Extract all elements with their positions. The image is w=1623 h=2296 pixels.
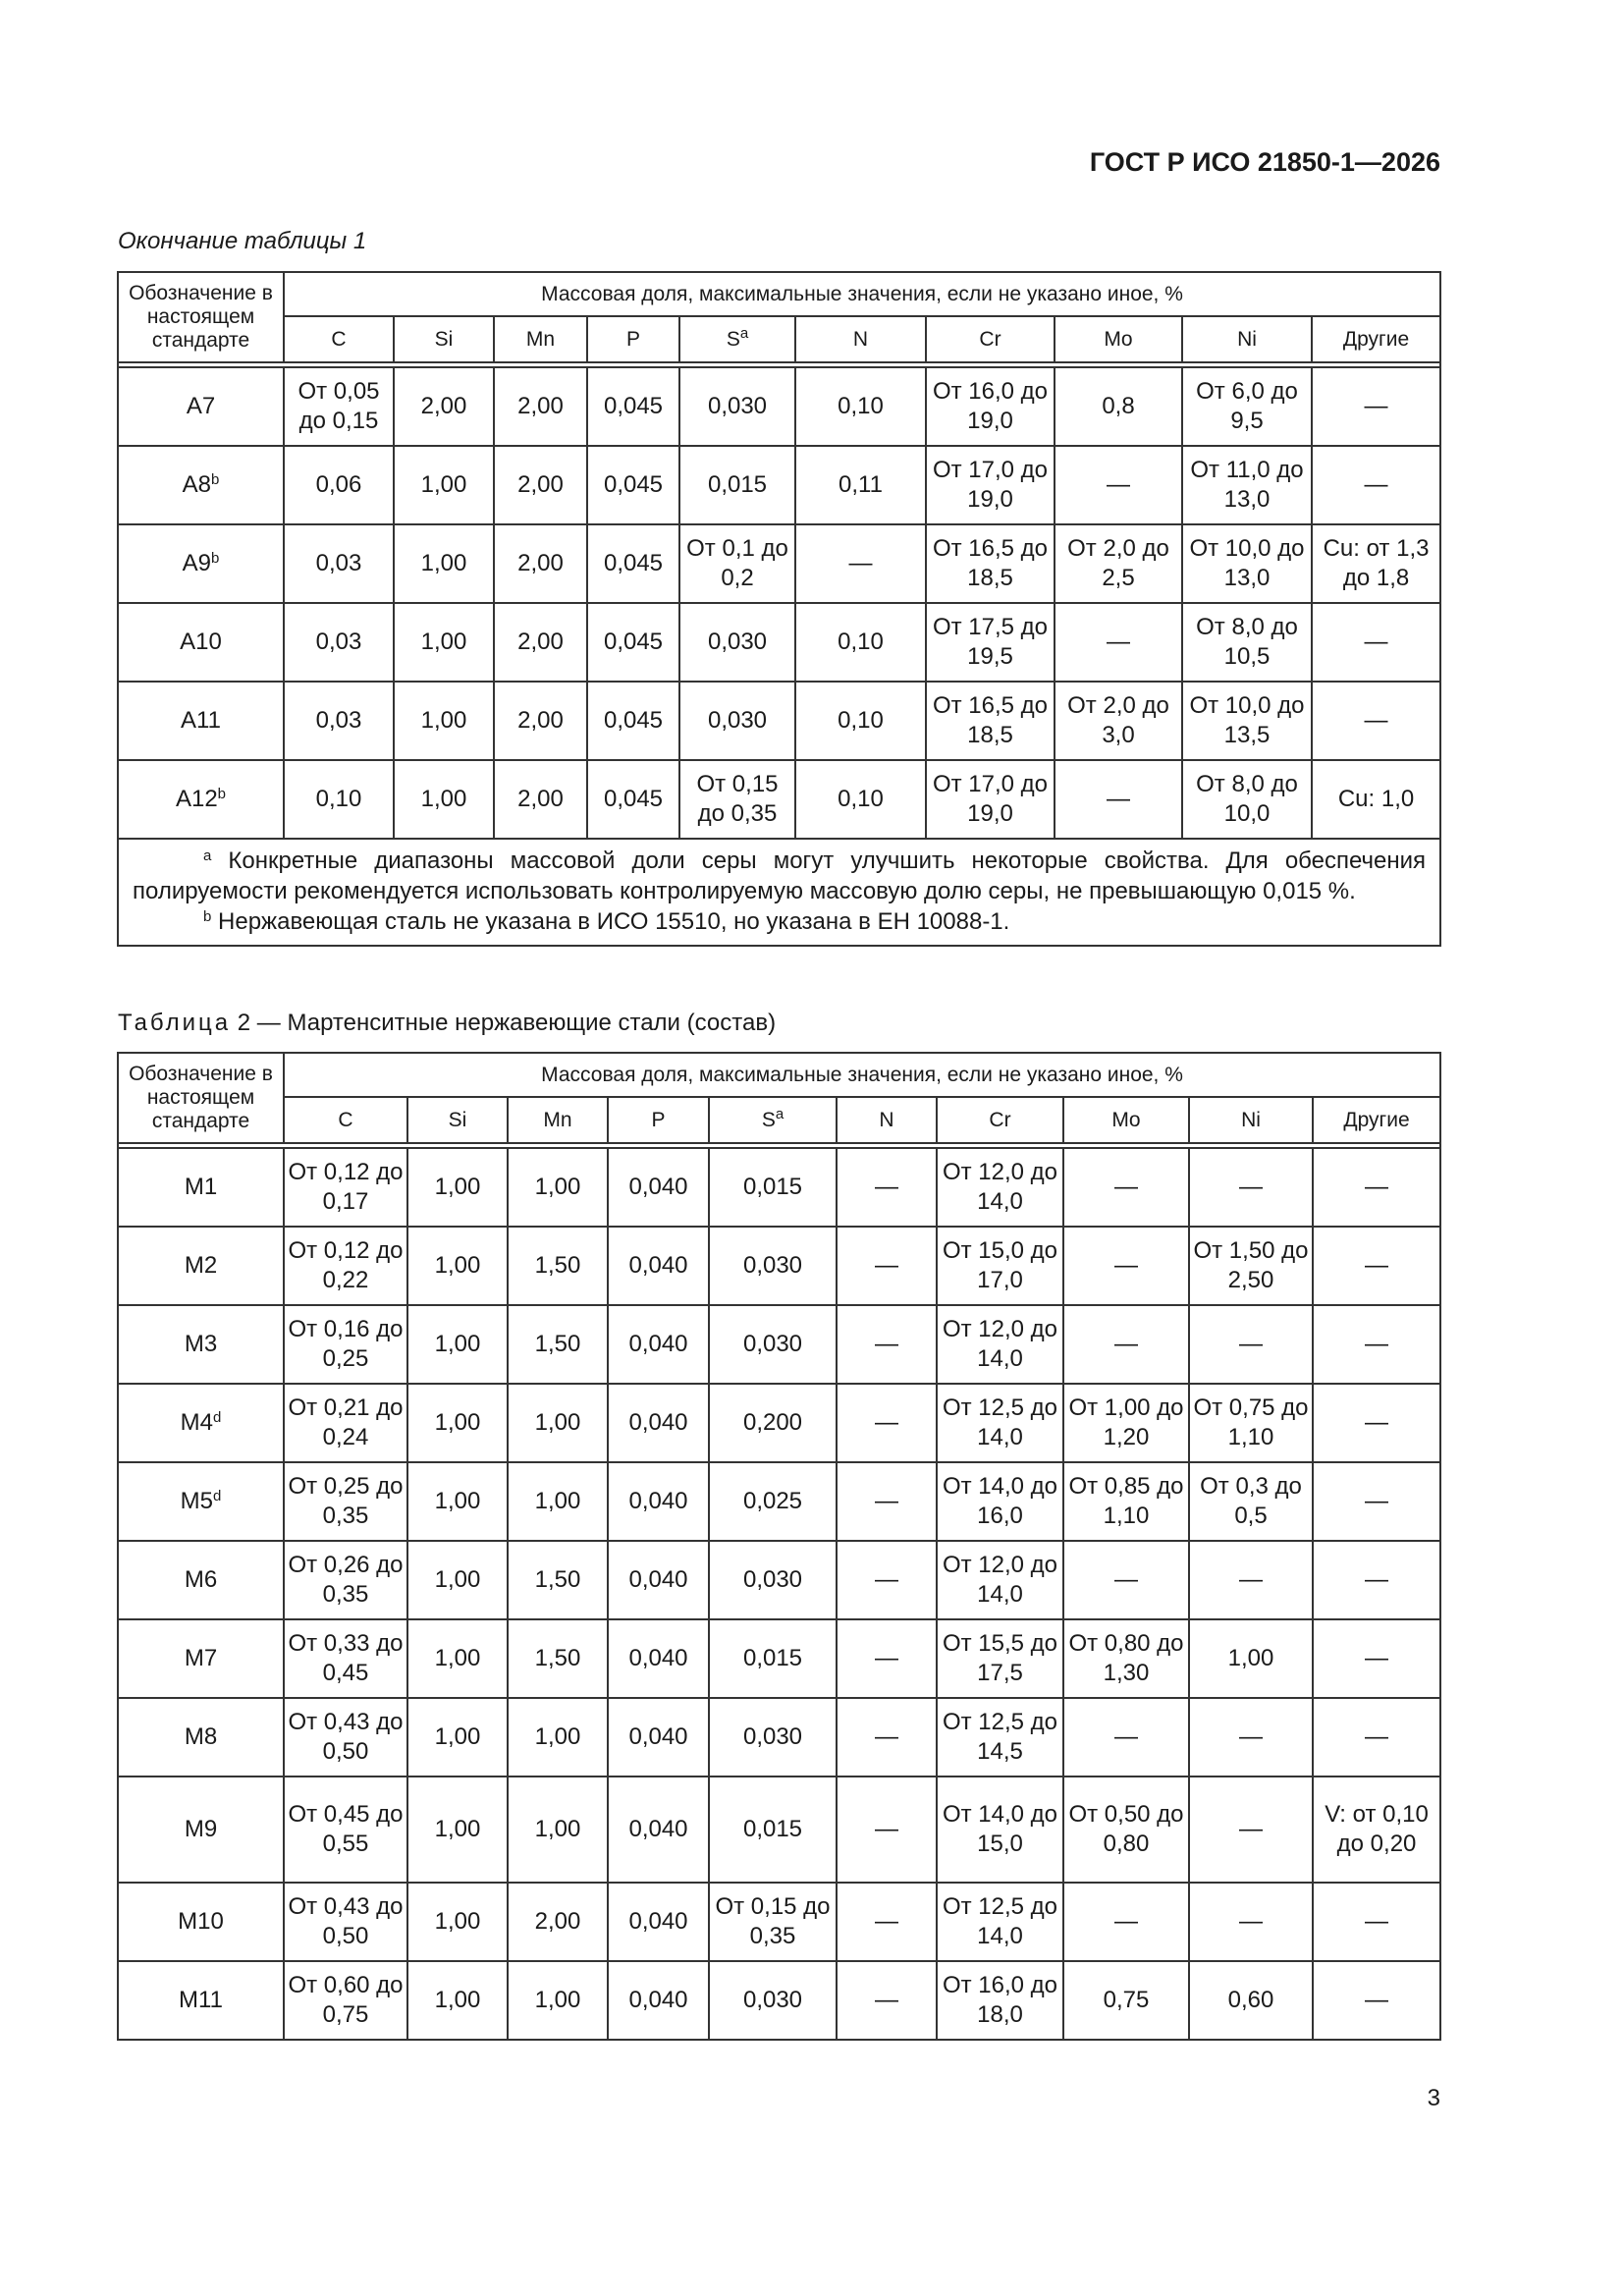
steel-designation: M4$^d$ [118,1384,284,1462]
designation-header: Обозначение в настоящем стандарте [118,1053,284,1143]
col-header-s: $S^a$ [679,316,795,362]
col-header-c: C [284,316,394,362]
table-cell: 0,015 [709,1777,837,1883]
table-row [118,1305,1440,1384]
table2 [117,1052,1441,2041]
page-number: 3 [1427,2085,1440,2111]
table-cell: 1,50 [508,1541,608,1619]
table-cell: — [1189,1148,1313,1227]
table-cell: От 12,5 до 14,0 [937,1883,1063,1961]
table-row [118,1777,1440,1883]
table-cell: 1,00 [394,682,494,760]
table-cell: 2,00 [494,446,587,524]
table-cell: 0,75 [1063,1961,1189,2040]
table-cell: От 17,0 до 19,0 [926,760,1055,839]
table-cell: — [1055,603,1182,682]
table-cell: 1,50 [508,1305,608,1384]
steel-designation: A8$^b$ [118,446,284,524]
col-header-c: C [284,1097,407,1143]
table-row [118,524,1440,603]
footnote-ref: a [739,324,749,342]
table-cell: 1,00 [508,1384,608,1462]
table-cell: От 1,50 до 2,50 [1189,1227,1313,1305]
table-row [118,1698,1440,1777]
table-cell: — [1313,1698,1440,1777]
table-cell: — [837,1384,937,1462]
table-cell: 0,10 [284,760,394,839]
table-cell: — [837,1541,937,1619]
table-cell: От 0,12 до 0,17 [284,1148,407,1227]
table-cell: — [1312,603,1440,682]
table-cell: — [1063,1227,1189,1305]
table-cell: От 16,5 до 18,5 [926,682,1055,760]
table-cell: — [1312,367,1440,446]
table-cell: 0,040 [608,1777,709,1883]
table-row [118,682,1440,760]
table-cell: 0,015 [679,446,795,524]
table-cell: 1,00 [394,446,494,524]
table-cell: 0,030 [709,1541,837,1619]
col-header-ni: Ni [1182,316,1312,362]
table-cell: От 15,0 до 17,0 [937,1227,1063,1305]
table-row [118,1227,1440,1305]
table1 [117,271,1441,947]
table-cell: От 0,45 до 0,55 [284,1777,407,1883]
table-row [118,367,1440,446]
table-cell: — [1313,1148,1440,1227]
table-cell: — [1313,1227,1440,1305]
steel-designation: M6 [118,1541,284,1619]
col-header-p: P [587,316,679,362]
table-cell: 0,040 [608,1619,709,1698]
table-cell: 0,015 [709,1148,837,1227]
footnote-b: $^b$ Нержавеющая сталь не указана в ИСО 15510, но указана в ЕН 10088-1. [203,908,1010,935]
table-cell: Cu: от 1,3 до 1,8 [1312,524,1440,603]
table-row [118,1148,1440,1227]
table-cell: От 17,5 до 19,5 [926,603,1055,682]
col-header-n: N [837,1097,937,1143]
steel-designation: A7 [118,367,284,446]
table-cell: 1,00 [394,524,494,603]
table-cell: 0,040 [608,1462,709,1541]
table-cell: 0,040 [608,1227,709,1305]
table-cell: 0,045 [587,760,679,839]
table-cell: 2,00 [508,1883,608,1961]
table-cell: — [1313,1541,1440,1619]
table-cell: От 11,0 до 13,0 [1182,446,1312,524]
table-cell: 1,50 [508,1619,608,1698]
steel-designation: A12$^b$ [118,760,284,839]
table-cell: 2,00 [394,367,494,446]
table-cell: — [1313,1883,1440,1961]
table-cell: 0,045 [587,446,679,524]
table-cell: 1,00 [508,1777,608,1883]
table-cell: 1,00 [508,1961,608,2040]
table-cell: От 12,5 до 14,0 [937,1384,1063,1462]
footnote-ref: d [213,1409,222,1426]
table-row [118,1462,1440,1541]
document-id: ГОСТ Р ИСО 21850-1—2026 [1089,147,1440,177]
table-cell: 0,025 [709,1462,837,1541]
table-cell: 1,00 [394,603,494,682]
table-cell: 1,00 [407,1462,508,1541]
table-cell: 0,03 [284,524,394,603]
col-header-si: Si [407,1097,508,1143]
table-cell: 0,06 [284,446,394,524]
table-cell: 2,00 [494,760,587,839]
table-cell: 0,015 [709,1619,837,1698]
table-cell: — [1189,1883,1313,1961]
table-cell: От 8,0 до 10,5 [1182,603,1312,682]
table-cell: — [1063,1305,1189,1384]
table-cell: От 0,21 до 0,24 [284,1384,407,1462]
table-cell: — [1063,1698,1189,1777]
table-cell: — [1313,1961,1440,2040]
col-header-ni: Ni [1189,1097,1313,1143]
table-cell: 1,00 [394,760,494,839]
table-cell: — [837,1698,937,1777]
table-row [118,603,1440,682]
table-cell: От 0,05 до 0,15 [284,367,394,446]
table-cell: 1,00 [407,1541,508,1619]
table-cell: От 0,12 до 0,22 [284,1227,407,1305]
table-cell: От 8,0 до 10,0 [1182,760,1312,839]
table-cell: 1,00 [407,1619,508,1698]
table-cell: От 1,00 до 1,20 [1063,1384,1189,1462]
col-header-mn: Mn [508,1097,608,1143]
table-cell: От 2,0 до 3,0 [1055,682,1182,760]
table-cell: — [1063,1883,1189,1961]
table-cell: От 16,5 до 18,5 [926,524,1055,603]
table-cell: От 0,43 до 0,50 [284,1883,407,1961]
steel-designation: M5$^d$ [118,1462,284,1541]
table-cell: 0,030 [709,1698,837,1777]
table-cell: От 2,0 до 2,5 [1055,524,1182,603]
table-cell: — [837,1462,937,1541]
table-cell: 0,040 [608,1148,709,1227]
table-cell: От 0,60 до 0,75 [284,1961,407,2040]
table-cell: Cu: 1,0 [1312,760,1440,839]
col-header-cr: Cr [937,1097,1063,1143]
table-cell: От 0,15 до 0,35 [679,760,795,839]
table-cell: От 6,0 до 9,5 [1182,367,1312,446]
table-cell: 1,00 [508,1462,608,1541]
mass-fraction-header: Массовая доля, максимальные значения, если не указано иное, % [284,1053,1440,1097]
table-cell: 0,030 [709,1961,837,2040]
table-cell: — [1312,682,1440,760]
table-cell: — [837,1148,937,1227]
table-cell: 0,030 [709,1305,837,1384]
table-cell: 1,00 [407,1883,508,1961]
table-cell: 0,040 [608,1883,709,1961]
table-cell: — [837,1619,937,1698]
table-cell: 0,040 [608,1305,709,1384]
table-cell: — [837,1883,937,1961]
table-cell: 0,040 [608,1698,709,1777]
table-cell: — [837,1961,937,2040]
table-cell: — [1055,760,1182,839]
col-header-cr: Cr [926,316,1055,362]
footnote-ref: b [211,471,220,488]
table-cell: 0,045 [587,524,679,603]
col-header-mn: Mn [494,316,587,362]
table-cell: 0,10 [795,682,926,760]
steel-designation: M1 [118,1148,284,1227]
table-cell: 2,00 [494,603,587,682]
footnote-a: $^a$ Конкретные диапазоны массовой доли серы могут улучшить некоторые свойства. Для обеспечения полируемости рекомендуется использовать контролируемую массовую долю серы, не превышающую 0,015 %. [133,847,1427,904]
table-cell: От 0,43 до 0,50 [284,1698,407,1777]
table-cell: От 12,0 до 14,0 [937,1541,1063,1619]
table-cell: 0,03 [284,603,394,682]
designation-header: Обозначение в настоящем стандарте [118,272,284,362]
table1-caption: Окончание таблицы 1 [118,228,367,254]
footnote-ref: d [213,1488,222,1504]
table-cell: От 0,33 до 0,45 [284,1619,407,1698]
table-cell: — [1055,446,1182,524]
table-cell: От 0,85 до 1,10 [1063,1462,1189,1541]
table-cell: От 0,75 до 1,10 [1189,1384,1313,1462]
footnote-ref: b [217,786,227,802]
table-cell: 0,045 [587,603,679,682]
table-row [118,760,1440,839]
col-header-s: $S^a$ [709,1097,837,1143]
table1-footnotes [118,839,1440,946]
table-row [118,1619,1440,1698]
table-cell: — [837,1777,937,1883]
table-cell: От 15,5 до 17,5 [937,1619,1063,1698]
table-cell: — [1063,1541,1189,1619]
table-cell: 0,040 [608,1541,709,1619]
col-header-other: Другие [1313,1097,1440,1143]
table-cell: 1,00 [508,1698,608,1777]
table-cell: 1,00 [407,1384,508,1462]
table-cell: — [1189,1305,1313,1384]
table-cell: 0,8 [1055,367,1182,446]
table-cell: — [1189,1698,1313,1777]
table-cell: 0,10 [795,603,926,682]
table-cell: 0,10 [795,760,926,839]
footnote-ref: b [211,550,220,567]
table-cell: От 12,0 до 14,0 [937,1148,1063,1227]
table-cell: — [1312,446,1440,524]
table-cell: — [1313,1619,1440,1698]
table-cell: От 16,0 до 18,0 [937,1961,1063,2040]
table-cell: 0,030 [679,682,795,760]
table-cell: 1,00 [1189,1619,1313,1698]
table-cell: 0,045 [587,682,679,760]
table-cell: 0,030 [679,603,795,682]
footnote-ref: a [775,1105,784,1122]
mass-fraction-header: Массовая доля, максимальные значения, если не указано иное, % [284,272,1440,316]
table2-caption: Таблица 2 — Мартенситные нержавеющие стали (состав) [118,1010,777,1036]
table-cell: 2,00 [494,367,587,446]
table-cell: От 0,26 до 0,35 [284,1541,407,1619]
table-cell: От 12,5 до 14,5 [937,1698,1063,1777]
table-row [118,446,1440,524]
table-cell: 0,030 [679,367,795,446]
table-cell: От 0,15 до 0,35 [709,1883,837,1961]
table-cell: 0,040 [608,1961,709,2040]
table-cell: — [1063,1148,1189,1227]
table-cell: 0,030 [709,1227,837,1305]
table-cell: — [837,1227,937,1305]
steel-designation: A10 [118,603,284,682]
table-cell: От 12,0 до 14,0 [937,1305,1063,1384]
table-cell: От 0,50 до 0,80 [1063,1777,1189,1883]
table-cell: От 0,80 до 1,30 [1063,1619,1189,1698]
steel-designation: M8 [118,1698,284,1777]
table-cell: 1,00 [407,1227,508,1305]
table-cell: От 10,0 до 13,5 [1182,682,1312,760]
table-cell: 2,00 [494,682,587,760]
steel-designation: M7 [118,1619,284,1698]
table-cell: — [795,524,926,603]
col-header-mo: Mo [1063,1097,1189,1143]
table-cell: 1,00 [407,1148,508,1227]
table-cell: От 0,25 до 0,35 [284,1462,407,1541]
col-header-si: Si [394,316,494,362]
steel-designation: M10 [118,1883,284,1961]
table-row [118,1541,1440,1619]
table-cell: 0,045 [587,367,679,446]
col-header-other: Другие [1312,316,1440,362]
table-cell: 0,200 [709,1384,837,1462]
col-header-p: P [608,1097,709,1143]
steel-designation: A11 [118,682,284,760]
steel-designation: M9 [118,1777,284,1883]
table-cell: — [837,1305,937,1384]
steel-designation: M2 [118,1227,284,1305]
table-cell: От 0,3 до 0,5 [1189,1462,1313,1541]
table-cell: V: от 0,10 до 0,20 [1313,1777,1440,1883]
col-header-mo: Mo [1055,316,1182,362]
table-cell: — [1189,1777,1313,1883]
table-cell: — [1189,1541,1313,1619]
table-cell: 0,60 [1189,1961,1313,2040]
table-cell: 0,10 [795,367,926,446]
table-cell: От 14,0 до 15,0 [937,1777,1063,1883]
table-cell: 2,00 [494,524,587,603]
table-cell: 0,03 [284,682,394,760]
table-row [118,1883,1440,1961]
table-cell: 1,50 [508,1227,608,1305]
table-cell: — [1313,1462,1440,1541]
table-cell: — [1313,1384,1440,1462]
table-cell: 0,040 [608,1384,709,1462]
table-cell: От 14,0 до 16,0 [937,1462,1063,1541]
table-cell: От 10,0 до 13,0 [1182,524,1312,603]
steel-designation: A9$^b$ [118,524,284,603]
steel-designation: M3 [118,1305,284,1384]
table-row [118,1384,1440,1462]
table-cell: От 0,16 до 0,25 [284,1305,407,1384]
table-cell: 1,00 [407,1698,508,1777]
table-cell: От 17,0 до 19,0 [926,446,1055,524]
col-header-n: N [795,316,926,362]
table-cell: От 0,1 до 0,2 [679,524,795,603]
table-cell: 1,00 [407,1961,508,2040]
table-cell: 0,11 [795,446,926,524]
table-cell: 1,00 [407,1305,508,1384]
table-cell: От 16,0 до 19,0 [926,367,1055,446]
table-cell: 1,00 [508,1148,608,1227]
table-cell: 1,00 [407,1777,508,1883]
steel-designation: M11 [118,1961,284,2040]
table-row [118,1961,1440,2040]
table-cell: — [1313,1305,1440,1384]
